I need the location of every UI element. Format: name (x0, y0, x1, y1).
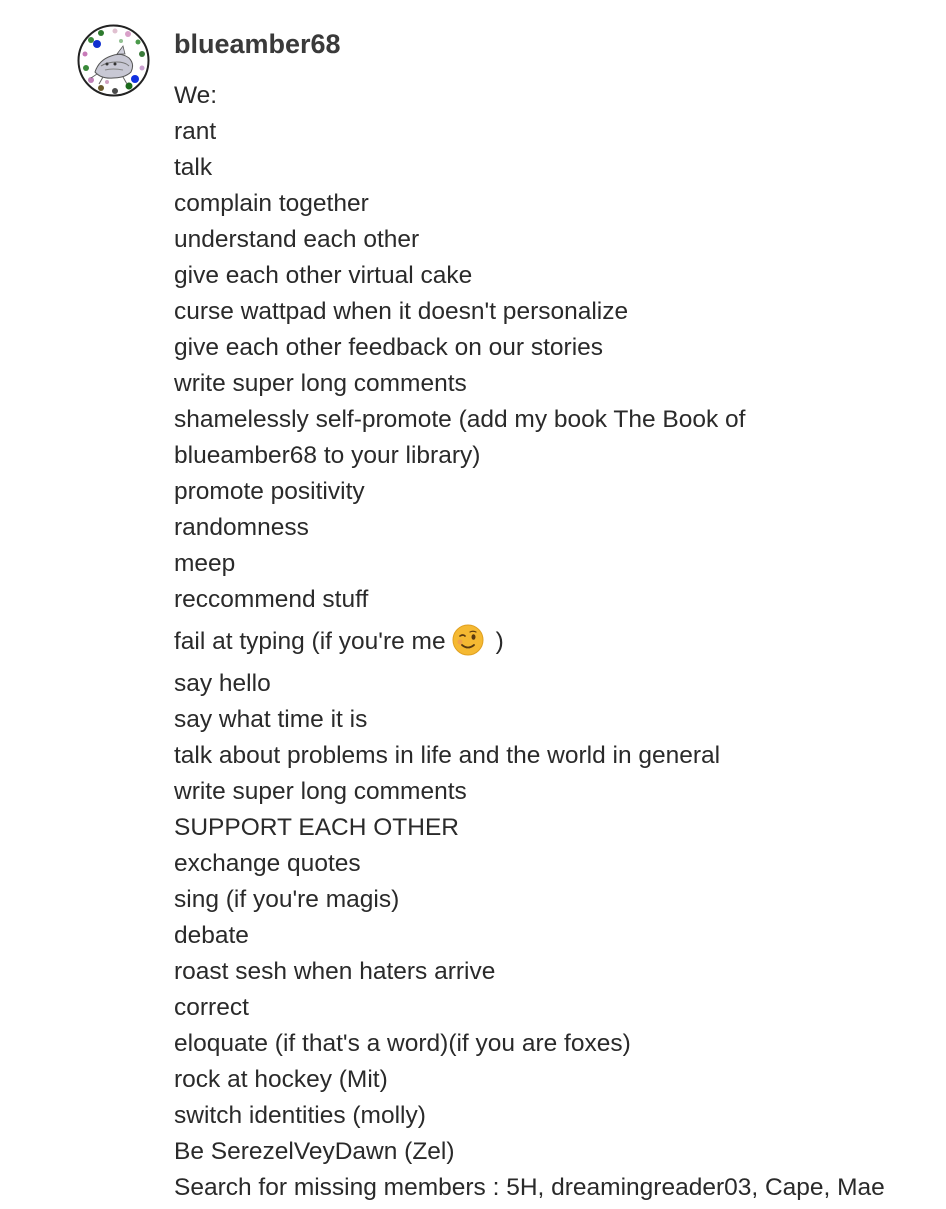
comment-line: talk about problems in life and the world in general (174, 742, 721, 769)
comment-line-with-emoji (174, 618, 934, 666)
comment-line: rant (174, 118, 217, 145)
comment-line: complain together (174, 190, 369, 217)
comment-line-text: ) (495, 628, 504, 655)
comment-line: Search for missing members : 5H, dreamingreader03, Cape, Mae (174, 1174, 885, 1201)
winking-face-emoji-icon (452, 624, 484, 656)
comment-line: give each other feedback on our stories (174, 334, 604, 361)
comment-line: SUPPORT EACH OTHER (174, 814, 459, 841)
comment-line: switch identities (molly) (174, 1102, 426, 1129)
comment-line: promote positivity (174, 478, 365, 505)
comment-line: say what time it is (174, 706, 368, 733)
comment-line: rock at hockey (Mit) (174, 1066, 388, 1093)
comment-line: write super long comments (174, 778, 467, 805)
comment-line: say hello (174, 670, 271, 697)
comment-line: write super long comments (174, 370, 467, 397)
comment-line: give each other virtual cake (174, 262, 473, 289)
comment-line: curse wattpad when it doesn't personalize (174, 298, 629, 325)
comment-line: talk (174, 154, 213, 181)
polka-dot-creature-avatar-icon (77, 24, 150, 97)
comment-line: shamelessly self-promote (add my book The Book of (174, 406, 746, 433)
comment-line: randomness (174, 514, 309, 541)
user-avatar[interactable] (77, 24, 150, 97)
comment-line: eloquate (if that's a word)(if you are foxes) (174, 1030, 631, 1057)
username-link[interactable]: blueamber68 (174, 29, 341, 59)
comment-line: sing (if you're magis) (174, 886, 400, 913)
comment-body (174, 78, 934, 1206)
comment-line: blueamber68 to your library) (174, 442, 481, 469)
comment-line: exchange quotes (174, 850, 361, 877)
comment-line: roast sesh when haters arrive (174, 958, 496, 985)
comment-line: reccommend stuff (174, 586, 369, 613)
comment-line-text: fail at typing (if you're me (174, 628, 446, 655)
comment-line: meep (174, 550, 236, 577)
comment-line: We: (174, 82, 218, 109)
comment-line: correct (174, 994, 249, 1021)
comment-line: understand each other (174, 226, 420, 253)
comment-line: debate (174, 922, 249, 949)
comment-line: Be SerezelVeyDawn (Zel) (174, 1138, 455, 1165)
